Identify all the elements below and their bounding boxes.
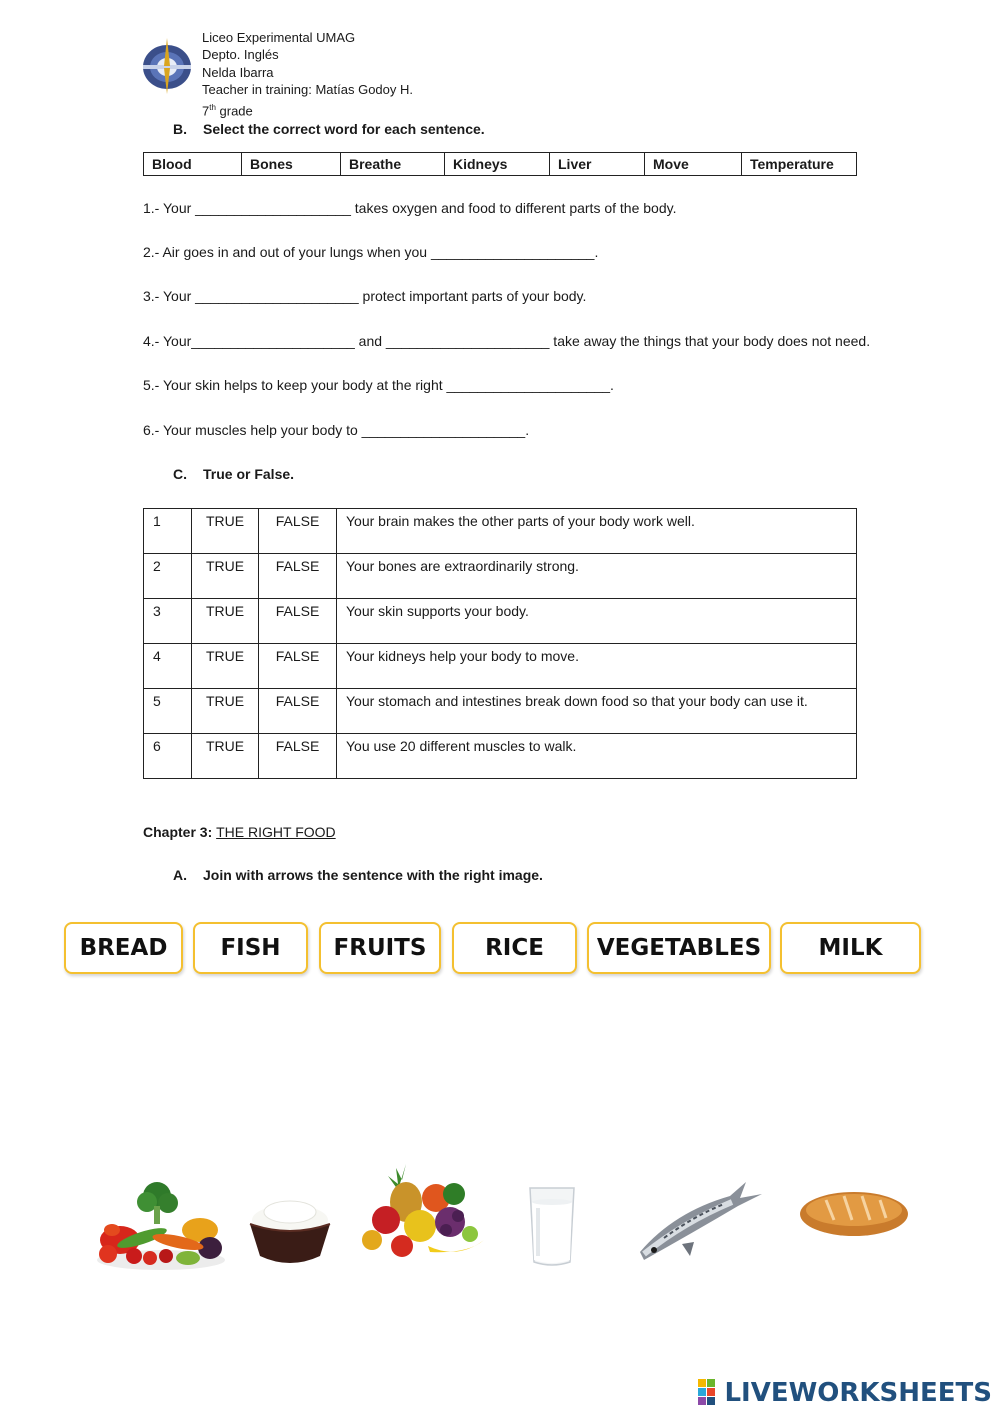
table-row — [144, 644, 857, 689]
false-option[interactable]: FALSE — [259, 734, 337, 779]
brand-name: LIVEWORKSHEETS — [724, 1378, 992, 1408]
rice-image[interactable] — [246, 1198, 334, 1270]
fill-sentence-1[interactable]: 1.- Your ____________________ takes oxygen and food to different parts of the body. — [143, 200, 677, 216]
false-option[interactable]: FALSE — [259, 554, 337, 599]
true-option[interactable]: TRUE — [192, 734, 259, 779]
rice-box[interactable]: RICE — [452, 922, 577, 974]
milk-box[interactable]: MILK — [780, 922, 921, 974]
row-number: 3 — [144, 599, 192, 644]
trainee-name: Teacher in training: Matías Godoy H. — [202, 82, 413, 98]
section-a-letter: A. — [173, 867, 187, 883]
table-row — [144, 599, 857, 644]
word-bank-item: Blood — [144, 153, 242, 176]
table-row — [144, 554, 857, 599]
statement: You use 20 different muscles to walk. — [337, 734, 857, 779]
chapter-heading — [143, 824, 336, 840]
row-number: 6 — [144, 734, 192, 779]
liveworksheets-brand — [698, 1376, 992, 1410]
false-option[interactable]: FALSE — [259, 689, 337, 734]
section-c-letter: C. — [173, 466, 187, 482]
statement: Your skin supports your body. — [337, 599, 857, 644]
vegetables-image[interactable] — [92, 1178, 230, 1274]
word-bank-item: Liver — [550, 153, 645, 176]
word-bank-table — [143, 152, 857, 176]
false-option[interactable]: FALSE — [259, 509, 337, 554]
section-b-letter: B. — [173, 121, 187, 137]
true-false-table — [143, 508, 857, 779]
table-row — [144, 509, 857, 554]
word-bank-item: Breathe — [341, 153, 445, 176]
section-c-instruction: True or False. — [203, 466, 295, 482]
statement: Your bones are extraordinarily strong. — [337, 554, 857, 599]
vegetables-box[interactable]: VEGETABLES — [587, 922, 771, 974]
fruits-box[interactable]: FRUITS — [319, 922, 441, 974]
grade-number: 7 — [202, 102, 210, 118]
chapter-label: Chapter 3: — [143, 824, 217, 840]
section-c-title — [173, 466, 294, 482]
section-b-title — [173, 121, 485, 137]
word-bank-item: Kidneys — [445, 153, 550, 176]
word-bank-item: Bones — [242, 153, 341, 176]
true-option[interactable]: TRUE — [192, 689, 259, 734]
fill-sentence-4[interactable]: 4.- Your_____________________ and _____________________ take away the things that your body does not need. — [143, 333, 871, 349]
school-logo — [140, 36, 194, 94]
statement: Your stomach and intestines break down food so that your body can use it. — [337, 689, 857, 734]
bread-image[interactable] — [798, 1186, 910, 1238]
row-number: 4 — [144, 644, 192, 689]
fruits-image[interactable] — [358, 1160, 486, 1262]
grade-sup: th — [209, 102, 216, 112]
grade — [202, 99, 413, 120]
header-info — [202, 29, 413, 119]
word-bank-item: Move — [645, 153, 742, 176]
row-number: 1 — [144, 509, 192, 554]
true-option[interactable]: TRUE — [192, 554, 259, 599]
section-a-instruction: Join with arrows the sentence with the right image. — [203, 867, 543, 883]
fill-sentence-2[interactable]: 2.- Air goes in and out of your lungs when you _____________________. — [143, 244, 599, 260]
fish-image[interactable] — [634, 1172, 764, 1264]
table-row — [144, 734, 857, 779]
row-number: 2 — [144, 554, 192, 599]
false-option[interactable]: FALSE — [259, 644, 337, 689]
milk-image[interactable] — [526, 1184, 578, 1268]
statement: Your brain makes the other parts of your body work well. — [337, 509, 857, 554]
true-option[interactable]: TRUE — [192, 509, 259, 554]
department: Depto. Inglés — [202, 47, 279, 63]
chapter-title: THE RIGHT FOOD — [216, 824, 336, 840]
grade-word: grade — [215, 102, 253, 118]
true-option[interactable]: TRUE — [192, 644, 259, 689]
false-option[interactable]: FALSE — [259, 599, 337, 644]
word-bank-item: Temperature — [742, 153, 857, 176]
brand-logo-icon — [698, 1379, 724, 1407]
section-b-instruction: Select the correct word for each sentence. — [203, 121, 485, 137]
true-option[interactable]: TRUE — [192, 599, 259, 644]
row-number: 5 — [144, 689, 192, 734]
section-a-title — [173, 867, 543, 883]
fill-sentence-3[interactable]: 3.- Your _____________________ protect important parts of your body. — [143, 288, 587, 304]
statement: Your kidneys help your body to move. — [337, 644, 857, 689]
fish-box[interactable]: FISH — [193, 922, 308, 974]
school-name: Liceo Experimental UMAG — [202, 30, 356, 45]
bread-box[interactable]: BREAD — [64, 922, 183, 974]
table-row — [144, 689, 857, 734]
fill-sentence-6[interactable]: 6.- Your muscles help your body to _____________________. — [143, 422, 530, 438]
fill-sentence-5[interactable]: 5.- Your skin helps to keep your body at the right _____________________. — [143, 377, 614, 393]
teacher-name: Nelda Ibarra — [202, 64, 274, 80]
